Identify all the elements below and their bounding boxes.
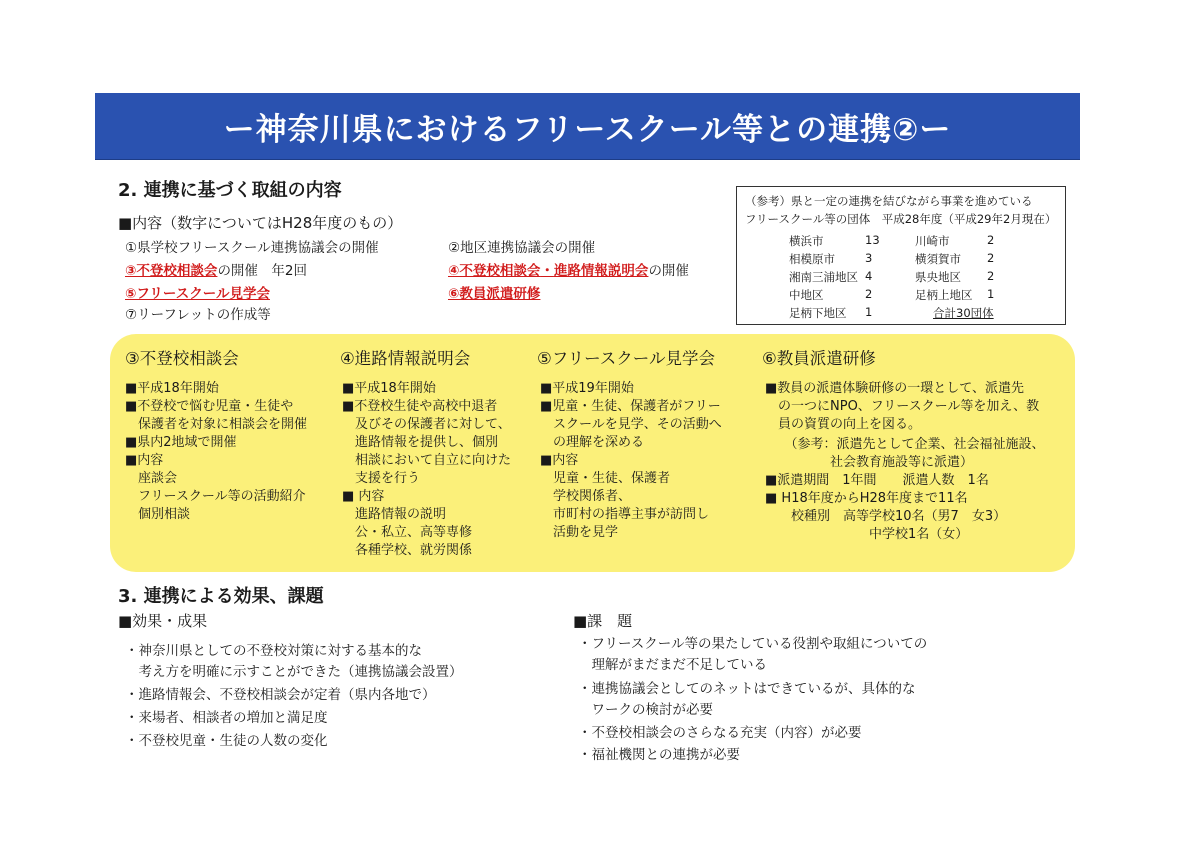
column-line: 校種別 高等学校10名（男7 女3） <box>765 509 1007 524</box>
column-line: ■内容 <box>125 453 164 468</box>
ref-region: 中地区 <box>789 288 824 302</box>
content-label: ■内容（数字についてはH28年度のもの） <box>118 214 403 232</box>
effects-line: ・進路情報会、不登校相談会が定着（県内各地で） <box>125 687 436 703</box>
item-4-emphasis-a: ④不登校相談会 <box>448 263 541 279</box>
ref-region: 横浜市 <box>789 234 824 248</box>
issues-line: ワークの検討が必要 <box>578 702 713 718</box>
ref-region: 足柄下地区 <box>789 306 847 320</box>
column-line: ■ 内容 <box>342 489 385 504</box>
issues-line: 理解がまだまだ不足している <box>578 657 767 673</box>
column-line: ■内容 <box>540 453 579 468</box>
item-7: ⑦リーフレットの作成等 <box>125 307 271 323</box>
column-line: 支援を行う <box>342 471 421 486</box>
page-title: ー神奈川県におけるフリースクール等との連携②ー <box>95 93 1080 159</box>
item-1: ①県学校フリースクール連携協議会の開催 <box>125 240 379 256</box>
item-4 <box>448 261 689 282</box>
reference-note: （参考）県と一定の連携を結びながら事業を進めている <box>745 194 1033 208</box>
item-5 <box>125 284 270 305</box>
reference-subtitle: フリースクール等の団体 平成28年度（平成29年2月現在） <box>745 212 1057 226</box>
ref-count: 1 <box>987 287 995 301</box>
column-heading: ③不登校相談会 <box>125 349 239 368</box>
column-line: の一つにNPO、フリースクール等を加え、教 <box>765 399 1040 414</box>
effects-line: ・来場者、相談者の増加と満足度 <box>125 710 328 726</box>
section2-heading: 2. 連携に基づく取組の内容 <box>118 180 342 201</box>
ref-count: 4 <box>865 269 873 283</box>
effects-line: 考え方を明確に示すことができた（連携協議会設置） <box>125 664 463 680</box>
item-3 <box>125 261 307 282</box>
item-5-emphasis: ⑤フリースクール見学会 <box>125 286 270 302</box>
column-line: 相談において自立に向けた <box>342 453 512 468</box>
issues-heading: ■課 題 <box>573 612 633 630</box>
column-line: 児童・生徒、保護者 <box>540 471 671 486</box>
ref-count: 2 <box>865 287 873 301</box>
ref-count: 1 <box>865 305 873 319</box>
item-4-separator: ・ <box>540 263 554 279</box>
ref-region: 横須賀市 <box>915 252 961 266</box>
effects-line: ・神奈川県としての不登校対策に対する基本的な <box>125 643 422 659</box>
column-line: ■ H18年度からH28年度まで11名 <box>765 491 968 506</box>
column-heading: ⑤フリースクール見学会 <box>537 349 715 368</box>
issues-line: ・福祉機関との連携が必要 <box>578 747 740 763</box>
issues-line: ・不登校相談会のさらなる充実（内容）が必要 <box>578 725 862 741</box>
column-line: 個別相談 <box>125 507 191 522</box>
ref-count: 13 <box>865 233 880 247</box>
effects-line: ・不登校児童・生徒の人数の変化 <box>125 733 328 749</box>
column-line: 進路情報を提供し、個別 <box>342 435 499 450</box>
ref-region: 湘南三浦地区 <box>789 270 858 284</box>
column-line: 中学校1名（女） <box>765 527 969 542</box>
column-line: スクールを見学、その活動へ <box>540 417 722 432</box>
column-line: ■平成19年開始 <box>540 381 634 396</box>
ref-region: 川崎市 <box>915 234 950 248</box>
ref-region: 足柄上地区 <box>915 288 973 302</box>
column-line: 社会教育施設等に派遣） <box>765 455 974 470</box>
ref-total: 合計30団体 <box>933 306 994 320</box>
item-4-rest: の開催 <box>648 263 689 279</box>
ref-count: 2 <box>987 233 995 247</box>
section3-heading: 3. 連携による効果、課題 <box>118 586 324 607</box>
column-line: 進路情報の説明 <box>342 507 447 522</box>
column-line: 市町村の指導主事が訪問し <box>540 507 710 522</box>
column-line: 各種学校、就労関係 <box>342 543 473 558</box>
column-heading: ⑥教員派遣研修 <box>762 349 876 368</box>
column-line: 保護者を対象に相談会を開催 <box>125 417 308 432</box>
item-6-emphasis: ⑥教員派遣研修 <box>448 286 541 302</box>
column-line: 活動を見学 <box>540 525 619 540</box>
reference-box <box>736 186 1066 325</box>
column-line: ■平成18年開始 <box>125 381 219 396</box>
column-line: ■平成18年開始 <box>342 381 436 396</box>
ref-count: 2 <box>987 251 995 265</box>
column-line: フリースクール等の活動紹介 <box>125 489 306 504</box>
column-line: ■派遣期間 1年間 派遣人数 1名 <box>765 473 989 488</box>
column-line: （参考：派遣先として企業、社会福祉施設、 <box>765 437 1045 452</box>
column-line: ■児童・生徒、保護者がフリー <box>540 399 721 414</box>
column-line: 員の資質の向上を図る。 <box>765 417 922 432</box>
ref-count: 3 <box>865 251 873 265</box>
issues-line: ・連携協議会としてのネットはできているが、具体的な <box>578 681 916 697</box>
item-3-rest: の開催 年2回 <box>217 263 308 279</box>
item-3-emphasis: ③不登校相談会 <box>125 263 218 279</box>
item-6 <box>448 284 540 305</box>
item-4-emphasis-b: 進路情報説明会 <box>553 263 649 279</box>
column-line: ■不登校生徒や高校中退者 <box>342 399 498 414</box>
column-line: ■不登校で悩む児童・生徒や <box>125 399 294 414</box>
column-line: の理解を深める <box>540 435 645 450</box>
column-heading: ④進路情報説明会 <box>340 349 471 368</box>
column-line: 公・私立、高等専修 <box>342 525 473 540</box>
item-2: ②地区連携協議会の開催 <box>448 240 596 256</box>
column-line: ■県内2地域で開催 <box>125 435 237 450</box>
column-line: ■教員の派遣体験研修の一環として、派遣先 <box>765 381 1025 396</box>
column-line: 座談会 <box>125 471 178 486</box>
effects-heading: ■効果・成果 <box>118 612 208 630</box>
issues-line: ・フリースクール等の果たしている役割や取組についての <box>578 636 928 652</box>
ref-count: 2 <box>987 269 995 283</box>
ref-region: 相模原市 <box>789 252 835 266</box>
column-line: 学校関係者、 <box>540 489 632 504</box>
ref-region: 県央地区 <box>915 270 961 284</box>
column-line: 及びその保護者に対して、 <box>342 417 511 432</box>
